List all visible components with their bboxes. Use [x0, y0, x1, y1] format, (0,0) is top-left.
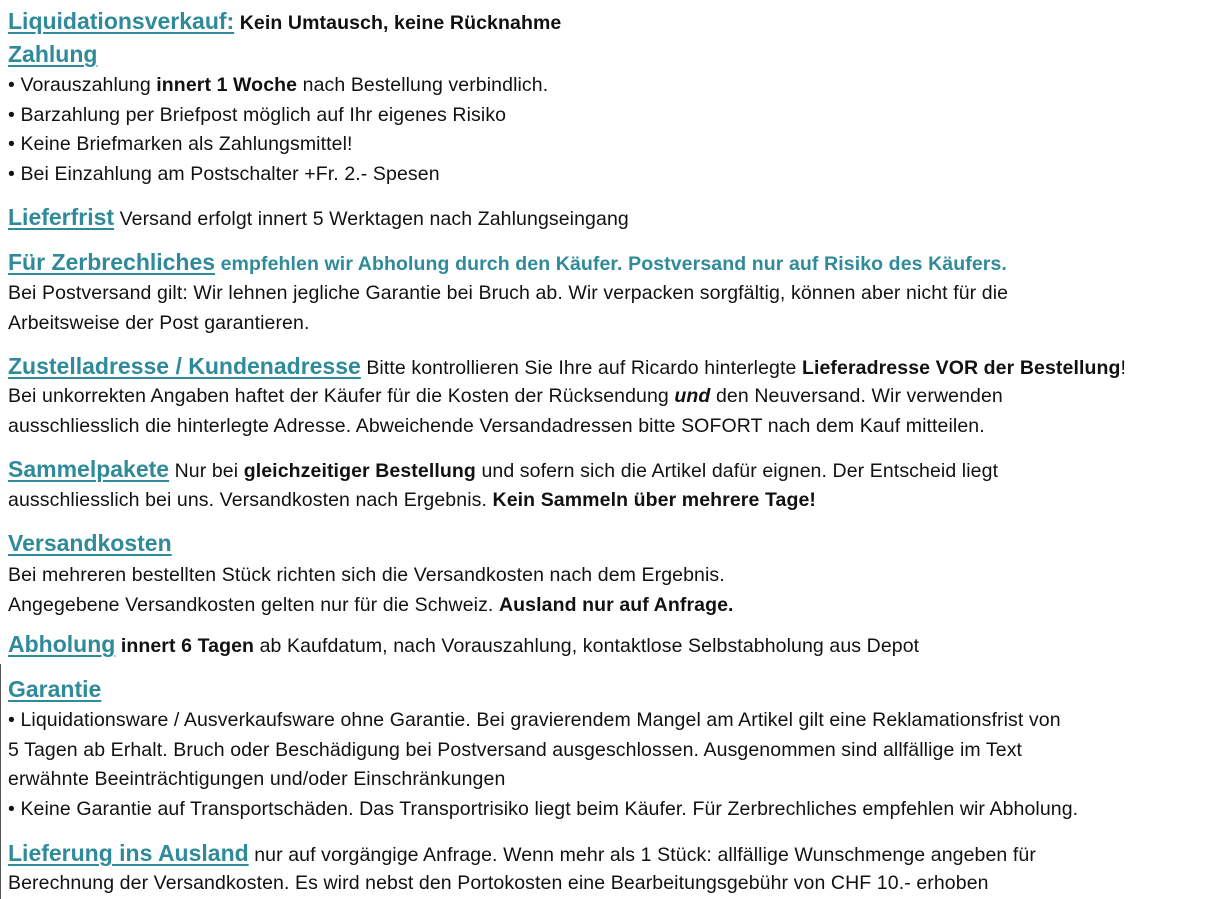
lieferfrist-text: Versand erfolgt innert 5 Werktagen nach Zahlungseingang	[114, 208, 629, 230]
zerbrechlich-heading: Für Zerbrechliches	[8, 249, 216, 275]
garantie-heading-line	[8, 674, 1223, 706]
versandkosten-heading-line	[8, 528, 1223, 560]
zahlung-heading-line	[8, 39, 1223, 71]
ausland-line-2: Berechnung der Versandkosten. Es wird nebst den Portokosten eine Bearbeitungsgebühr von CHF 10.- erhoben	[8, 872, 989, 894]
zustelladresse-text-1: Bitte kontrollieren Sie Ihre auf Ricardo hinterlegte	[360, 357, 802, 379]
garantie-line-3: erwähnte Beeinträchtigungen und/oder Einschränkungen	[8, 768, 506, 790]
versandkosten-line-2-bold: Ausland nur auf Anfrage.	[498, 594, 734, 616]
zustelladresse-line-2-em: und	[674, 385, 711, 407]
abholung-text: ab Kaufdatum, nach Vorauszahlung, kontaktlose Selbstabholung aus Depot	[254, 635, 920, 657]
sammelpakete-text-2: und sofern sich die Artikel dafür eignen. Der Entscheid liegt	[475, 460, 999, 482]
sammelpakete-bold-1: gleichzeitiger Bestellung	[243, 460, 476, 482]
sammelpakete-line-2-bold: Kein Sammeln über mehrere Tage!	[492, 489, 817, 511]
versandkosten-line-1: Bei mehreren bestellten Stück richten sich die Versandkosten nach dem Ergebnis.	[8, 564, 725, 586]
abholung-line	[8, 629, 1223, 661]
sammelpakete-line-1	[8, 454, 1223, 486]
sammelpakete-heading: Sammelpakete	[8, 456, 170, 482]
lieferfrist-heading: Lieferfrist	[8, 204, 115, 230]
zustelladresse-line-2-post: den Neuversand. Wir verwenden	[710, 385, 1003, 407]
garantie-heading: Garantie	[8, 676, 102, 702]
garantie-line-4: • Keine Garantie auf Transportschäden. Das Transportrisiko liegt beim Käufer. Für Zerbrechliches empfehlen wir Abholung.	[8, 798, 1079, 820]
zerbrechlich-line-3: Arbeitsweise der Post garantieren.	[8, 312, 310, 334]
bullet-1-pre: • Vorauszahlung	[8, 74, 157, 96]
abholung-heading: Abholung	[8, 631, 116, 657]
zahlung-bullet-3: • Keine Briefmarken als Zahlungsmittel!	[8, 133, 353, 155]
zahlung-heading: Zahlung	[8, 41, 98, 67]
versandkosten-heading: Versandkosten	[8, 530, 172, 556]
ausland-line-1	[8, 838, 1223, 870]
sammelpakete-line-2-pre: ausschliesslich bei uns. Versandkosten nach Ergebnis.	[8, 489, 493, 511]
liquidation-line	[8, 6, 1223, 38]
zerbrechlich-line-1	[8, 247, 1223, 279]
zahlung-bullet-1	[8, 70, 1223, 100]
sammelpakete-line-2	[8, 485, 1223, 515]
zustelladresse-line-1	[8, 351, 1223, 383]
zustelladresse-bold-1: Lieferadresse VOR der Bestellung	[801, 357, 1121, 379]
zahlung-bullet-4: • Bei Einzahlung am Postschalter +Fr. 2.- Spesen	[8, 163, 440, 185]
zustelladresse-heading: Zustelladresse / Kundenadresse	[8, 353, 361, 379]
zerbrechlich-highlight: empfehlen wir Abholung durch den Käufer. Postversand nur auf Risiko des Käufers.	[215, 253, 1007, 275]
zahlung-bullet-2: • Barzahlung per Briefpost möglich auf Ihr eigenes Risiko	[8, 104, 507, 126]
zustelladresse-end-1: !	[1120, 357, 1127, 379]
versandkosten-line-2	[8, 590, 1223, 620]
garantie-line-2: 5 Tagen ab Erhalt. Bruch oder Beschädigung bei Postversand ausgeschlossen. Ausgenommen sind allfällige im Text	[8, 739, 1023, 761]
zustelladresse-line-3: ausschliesslich die hinterlegte Adresse. Abweichende Versandadressen bitte SOFORT nach dem Kauf mitteilen.	[8, 415, 985, 437]
bullet-1-post: nach Bestellung verbindlich.	[297, 74, 549, 96]
sammelpakete-text-1: Nur bei	[169, 460, 244, 482]
liquidation-heading: Liquidationsverkauf:	[8, 8, 235, 34]
zustelladresse-line-2-pre: Bei unkorrekten Angaben haftet der Käufer für die Kosten der Rücksendung	[8, 385, 675, 407]
bullet-1-bold: innert 1 Woche	[156, 74, 298, 96]
garantie-line-1: • Liquidationsware / Ausverkaufsware ohne Garantie. Bei gravierendem Mangel am Artikel gilt eine Reklamationsfrist von	[8, 709, 1061, 731]
zerbrechlich-line-2: Bei Postversand gilt: Wir lehnen jegliche Garantie bei Bruch ab. Wir verpacken sorgfältig, können aber nicht für die	[8, 282, 1009, 304]
abholung-bold: innert 6 Tagen	[115, 635, 255, 657]
liquidation-text: Kein Umtausch, keine Rücknahme	[239, 12, 562, 34]
lieferfrist-line	[8, 202, 1223, 234]
versandkosten-line-2-pre: Angegebene Versandkosten gelten nur für die Schweiz.	[8, 594, 499, 616]
ausland-text: nur auf vorgängige Anfrage. Wenn mehr als 1 Stück: allfällige Wunschmenge angeben für	[248, 844, 1036, 866]
left-margin-line	[0, 664, 1, 899]
zustelladresse-line-2	[8, 381, 1223, 411]
ausland-heading: Lieferung ins Ausland	[8, 840, 249, 866]
